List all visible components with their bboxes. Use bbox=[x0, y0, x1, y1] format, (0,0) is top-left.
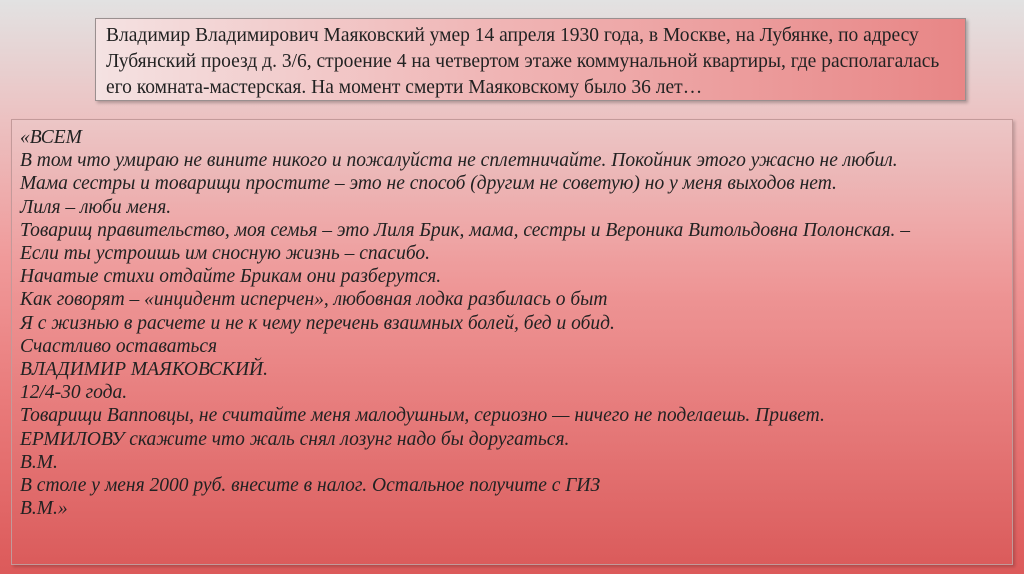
letter-line: В.М. bbox=[20, 451, 58, 473]
letter-line: Лиля – люби меня. bbox=[20, 196, 172, 218]
letter-line: Товарищ правительство, моя семья – это Лиля Брик, мама, сестры и Вероника Витольдовна Полонская. – bbox=[20, 219, 911, 241]
letter-line: 12/4-30 года. bbox=[20, 382, 128, 404]
letter-line: Если ты устроишь им сносную жизнь – спасибо. bbox=[20, 243, 431, 265]
letter-line: Начатые стихи отдайте Брикам они разберутся. bbox=[20, 266, 442, 288]
intro-textbox bbox=[95, 18, 966, 101]
intro-paragraph: Владимир Владимирович Маяковский умер 14 апреля 1930 года, в Москве, на Лубянке, по адресу Лубянский проезд д. 3/6, строение 4 на четвертом этаже коммунальной квартиры, где располагалась его комната-мастерская. На момент смерти Маяковскому было 36 лет… bbox=[106, 25, 940, 98]
letter-line: Я с жизнью в расчете и не к чему перечень взаимных болей, бед и обид. bbox=[20, 312, 615, 334]
letter-textbox bbox=[11, 119, 1013, 565]
letter-line: «ВСЕМ bbox=[20, 127, 82, 148]
letter-line: Товарищи Вапповцы, не считайте меня малодушным, сериозно — ничего не поделаешь. Привет. bbox=[20, 405, 825, 427]
letter-line: Мама сестры и товарищи простите – это не способ (другим не советую) но у меня выходов нет. bbox=[20, 173, 837, 195]
letter-line: В.М.» bbox=[20, 498, 68, 520]
letter-line: ВЛАДИМИР МАЯКОВСКИЙ. bbox=[20, 359, 268, 381]
letter-line: Как говорят – «инцидент исперчен», любовная лодка разбилась о быт bbox=[20, 289, 608, 311]
letter-line: Счастливо оставаться bbox=[20, 335, 218, 357]
letter-line: В столе у меня 2000 руб. внесите в налог. Остальное получите с ГИЗ bbox=[20, 475, 601, 497]
letter-line: ЕРМИЛОВУ скажите что жаль снял лозунг надо бы доругаться. bbox=[20, 428, 570, 450]
letter-line: В том что умираю не вините никого и пожалуйста не сплетничайте. Покойник этого ужасно не любил. bbox=[20, 150, 898, 172]
